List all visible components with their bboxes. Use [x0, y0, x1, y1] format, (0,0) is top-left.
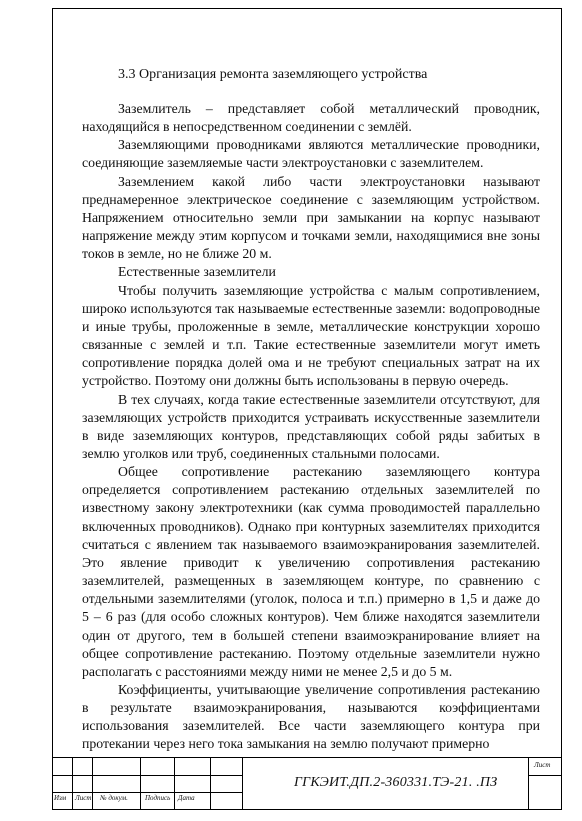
paragraph: Заземляющими проводниками являются металлические проводники, соединяющие заземляемые части электроустановки с заземлителем.	[82, 137, 540, 171]
title-block-label-signature: Подпись	[145, 794, 171, 802]
paragraph: Коэффициенты, учитывающие увеличение сопротивления растеканию в результате взаимоэкранирования, называются коэффициентами использования заземлителей. Все части заземляющего контура при протекании через него тока замыкания на землю получают примерно	[82, 682, 540, 752]
document-code: ГГКЭИТ.ДП.2-360331.ТЭ-21. .ПЗ	[294, 775, 498, 790]
sheet-label: Лист	[534, 761, 551, 769]
paragraph: Заземлением какой либо части электроустановки называют преднамеренное электрическое соединение с заземляющим устройством. Напряжением относительно земли при замыкании на корпус называют напряжение между этим корпусом и точками земли, находящимися вне зоны токов в земле, но не ближе 20 м.	[82, 173, 540, 262]
title-block-label-change: Изм	[54, 794, 67, 802]
title-block	[52, 757, 562, 810]
title-block-label-sheet: Лист	[75, 794, 92, 802]
body-text	[82, 100, 540, 754]
title-block-label-date: Дата	[178, 794, 195, 802]
paragraph: Чтобы получить заземляющие устройства с малым сопротивлением, широко используются так называемые естественные заземли: водопроводные и иные трубы, проложенные в земле, металлические конструкции хорошо связанные с землей и т.п. Такие естественные заземлители могут иметь сопротивление порядка долей ома и не требуют специальных затрат на их устройство. Поэтому они должны быть использованы в первую очередь.	[82, 282, 540, 389]
subheading: Естественные заземлители	[118, 264, 276, 280]
title-block-label-doc-number: № докум.	[100, 794, 128, 802]
paragraph: В тех случаях, когда такие естественные заземлители отсутствуют, для заземляющих устройств приходится устраивать искусственные заземлители в виде заземляющих контуров, представляющих собой ряды забитых в землю уголков или труб, соединенных стальными полосами.	[82, 391, 540, 461]
paragraph: Заземлитель – представляет собой металлический проводник, находящийся в непосредственном соединении с землёй.	[82, 101, 540, 135]
paragraph: Общее сопротивление растеканию заземляющего контура определяется сопротивлением растеканию отдельных заземлителей по известному закону электротехники (как сумма проводимостей параллельно включенных проводников). Однако при контурных заземлителях приходится считаться с явлением так называемого взаимоэкранирования заземлителей. Это явление приводит к увеличению сопротивления растеканию заземлителей, размещенных в заземляющем контуре, по сравнению с отдельными заземлителями (уголок, полоса и т.п.) примерно в 1,5 и даже до 5 – 6 раз (для особо сложных контуров). Чем ближе находятся заземлители один от другого, тем в большей степени взаимоэкранирование влияет на общее сопротивление растеканию. Поэтому отдельные заземлители нужно располагать с расстояниями между ними не менее 2,5 и до 5 м.	[82, 464, 540, 679]
section-heading: 3.3 Организация ремонта заземляющего устройства	[118, 67, 428, 82]
